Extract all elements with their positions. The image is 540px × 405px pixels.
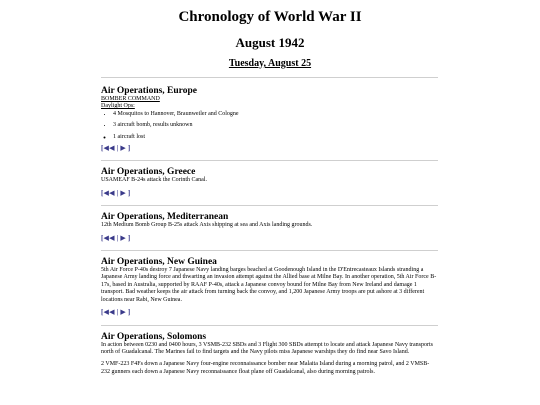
section-greece [101, 167, 438, 206]
section-text: In action between 0230 and 0400 hours, 3 VSMB-232 SBDs and 3 Flight 300 SBDs attempt to locate and attack Japanese Navy transports north of Guadalcanal. The Marines fail to find targets and the Navy pilots miss Japanese warships they do find near Savo Island. [101, 341, 434, 355]
section-title: Air Operations, Europe [101, 86, 197, 96]
nav-arrows[interactable]: [◀◀ | ▶ ] [101, 188, 131, 197]
month-heading: August 1942 [235, 35, 305, 50]
ops-list [101, 111, 438, 141]
list-item: • 3 aircraft bomb, results unknown [113, 122, 438, 129]
section-text: 2 VMF-223 F4Fs down a Japanese Navy four-engine reconnaissance bomber near Malaita Island during a morning patrol, and 2 VMSB-232 gunners each down a Japanese Navy reconnaissance float plane off Guadalcanal, also during morning patrols. [101, 361, 430, 375]
section-text: USAMEAF B-24s attack the Corinth Canal. [101, 177, 207, 184]
section-text: 12th Medium Bomb Group B-25s attack Axis shipping at sea and Axis landing grounds. [101, 222, 313, 229]
section-new-guinea [101, 257, 438, 325]
section-divider [101, 250, 438, 251]
date-heading: Tuesday, August 25 [228, 58, 312, 69]
section-text: 5th Air Force P-40s destroy 7 Japanese Navy landing barges beached at Goodenough Island in the D'Entrecasteaux Islands stranding a Japanese Army landing force and thwarting an invasion attempt against the Allied base at Milne Bay. In another operation, 5th Air Force B-17s, based in Australia, supported by RAAF P-40s, attack a Japanese convoy bound for Milne Bay from New Ireland and damage 1 transport. Bad weather keeps the air attack from turning back the convoy, and 1,200 Japanese Army troops are put ashore at 3 different locations near Rabi, New Guinea. [101, 267, 437, 303]
section-title: Air Operations, Solomons [101, 331, 207, 342]
header-divider [101, 77, 438, 78]
section-mediterranean [101, 212, 438, 251]
command-label: BOMBER COMMAND [101, 96, 160, 102]
section-title: Air Operations, New Guinea [101, 257, 217, 268]
section-title: Air Operations, Greece [101, 167, 196, 178]
ops-label: Daylight Ops: [101, 103, 135, 110]
section-divider [101, 205, 438, 206]
section-solomons [101, 332, 438, 377]
nav-arrows[interactable]: [◀◀ | ▶ ] [101, 144, 131, 153]
list-item: • 4 Mosquitos to Hannover, Braunweiler and Cologne [113, 111, 438, 118]
list-item: ◦ 1 aircraft lost [113, 134, 438, 141]
nav-arrows[interactable]: [◀◀ | ▶ ] [101, 233, 131, 242]
nav-arrows[interactable]: [◀◀ | ▶ ] [101, 308, 131, 317]
page-title: Chronology of World War II [178, 9, 362, 25]
chronology-content [101, 80, 438, 381]
section-divider [101, 160, 438, 161]
section-divider [101, 325, 438, 326]
section-title: Air Operations, Mediterranean [101, 212, 229, 223]
section-europe [101, 86, 438, 161]
